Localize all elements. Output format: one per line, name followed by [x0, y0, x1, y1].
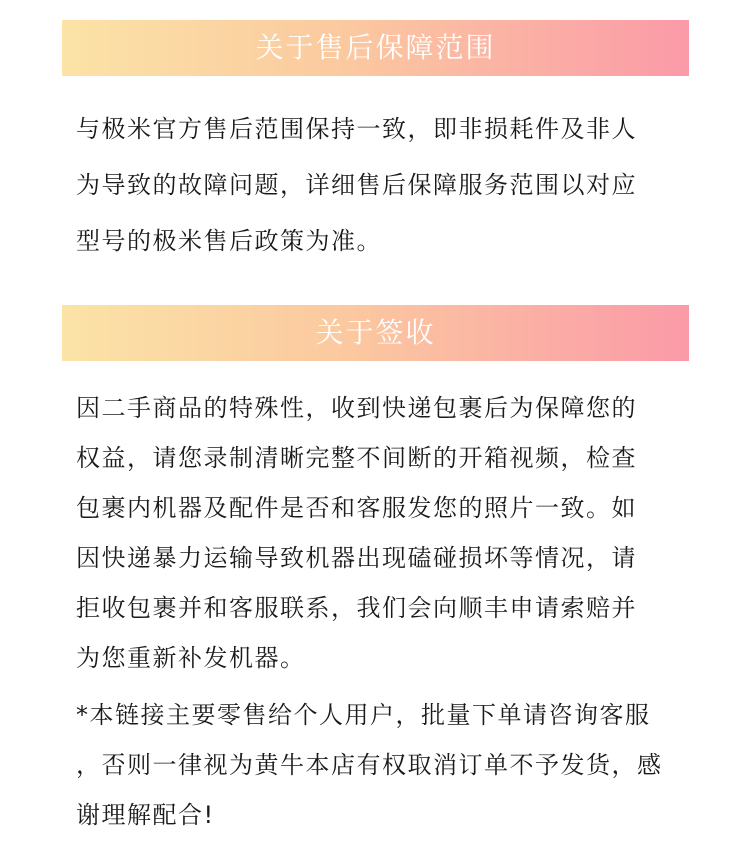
bulk-order-note [76, 703, 676, 853]
paragraph-line: 为导致的故障问题，详细售后保障服务范围以对应 [76, 171, 637, 199]
section-title-receipt: 关于签收 [315, 316, 436, 349]
paragraph-line: 包裹内机器及配件是否和客服发您的照片一致。如 [76, 494, 637, 522]
paragraph-line: 因二手商品的特殊性，收到快递包裹后为保障您的 [76, 394, 637, 422]
note-line: *本链接主要零售给个人用户，批量下单请咨询客服 [76, 701, 651, 729]
paragraph-line: 拒收包裹并和客服联系，我们会向顺丰申请索赔并 [76, 594, 637, 622]
paragraph-line: 与极米官方售后范围保持一致，即非损耗件及非人 [76, 115, 637, 143]
after-sales-paragraph [76, 117, 676, 285]
note-line: 谢理解配合! [76, 801, 215, 829]
paragraph-line: 为您重新补发机器。 [76, 644, 306, 672]
paragraph-line: 型号的极米售后政策为准。 [76, 227, 382, 255]
paragraph-line: 权益，请您录制清晰完整不间断的开箱视频，检查 [76, 444, 637, 472]
section-banner-after-sales [62, 20, 689, 76]
receipt-paragraph [76, 396, 676, 696]
paragraph-line: 因快递暴力运输导致机器出现磕碰损坏等情况，请 [76, 544, 637, 572]
section-banner-receipt [62, 305, 689, 361]
note-line: ，否则一律视为黄牛本店有权取消订单不予发货，感 [76, 751, 663, 779]
section-title-after-sales: 关于售后保障范围 [255, 31, 496, 64]
